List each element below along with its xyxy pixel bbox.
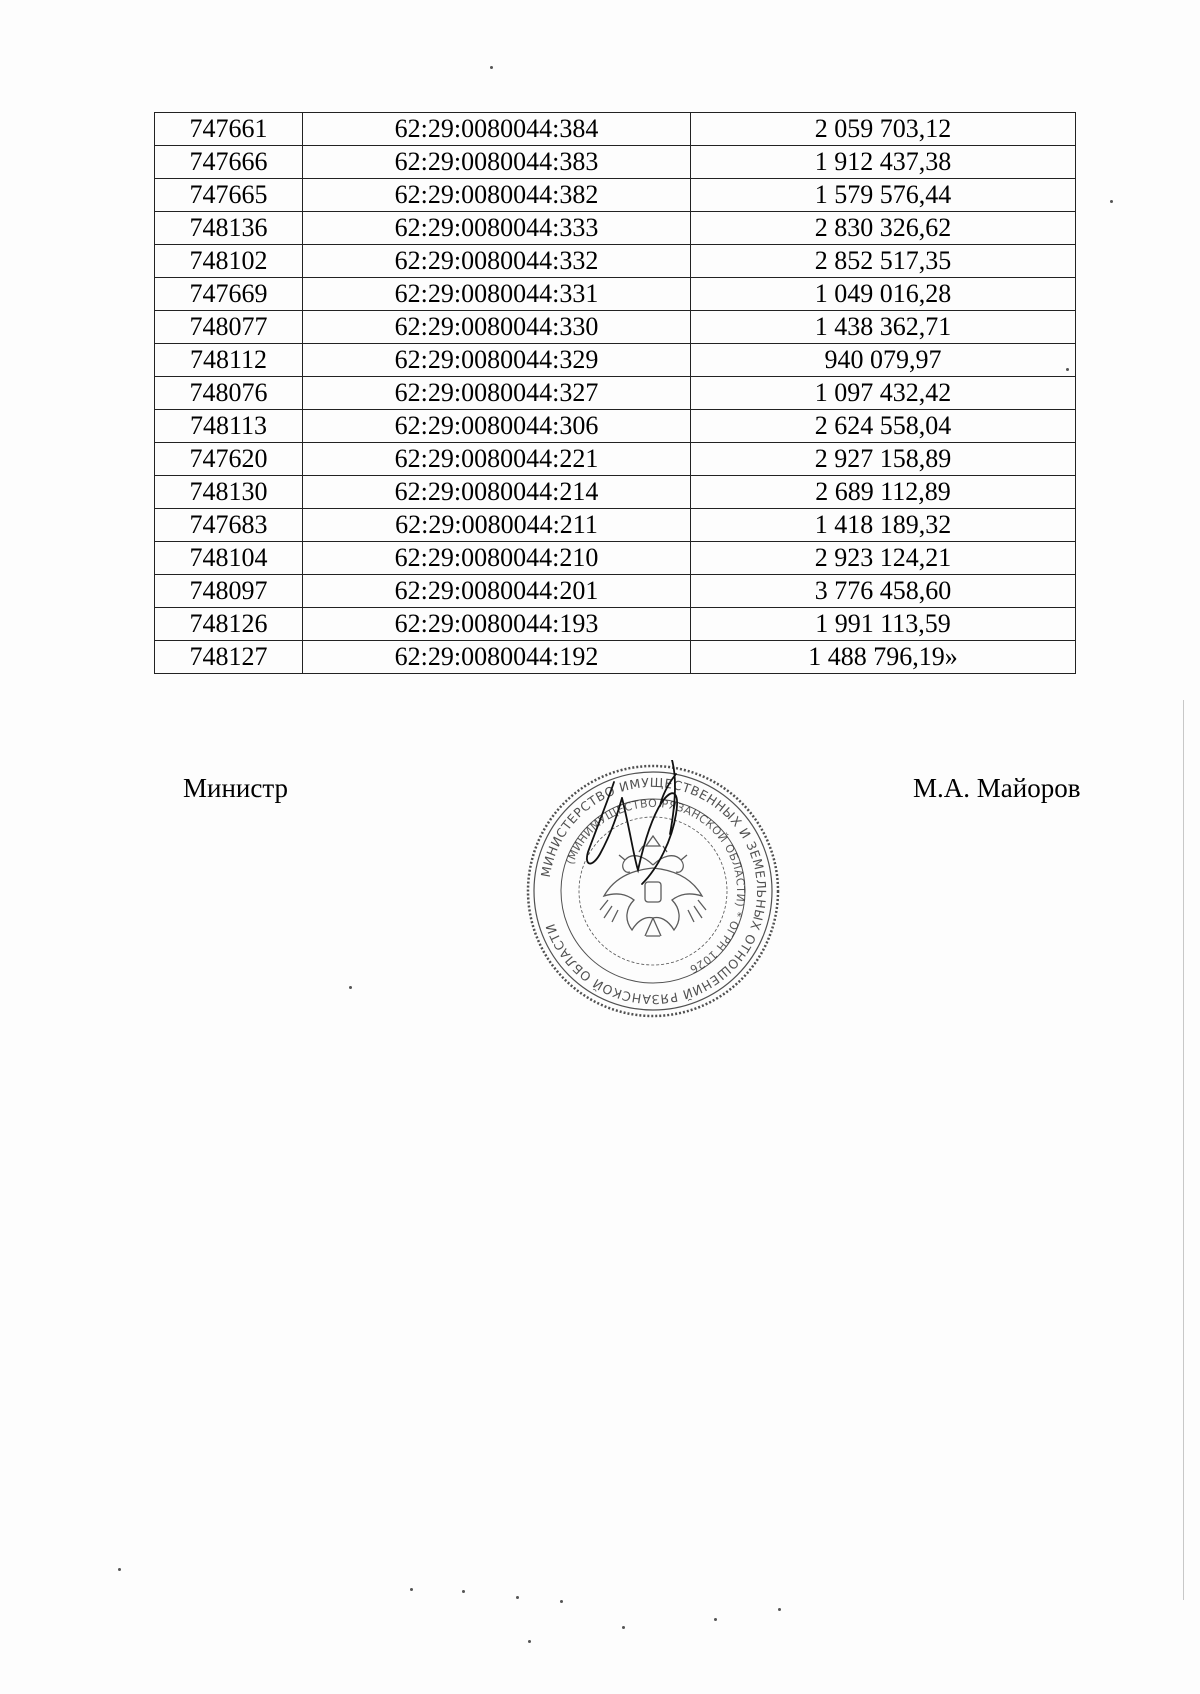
table-row — [155, 641, 1076, 674]
row-number-cell: 748113 — [155, 410, 303, 443]
seal-inner-text: (МИНИМУЩЕСТВО РЯЗАНСКОЙ ОБЛАСТИ) * ОГРН 1026 — [563, 796, 748, 976]
cadastral-value-cell: 1 097 432,42 — [691, 377, 1076, 410]
cadastral-value-cell: 2 830 326,62 — [691, 212, 1076, 245]
table-row — [155, 443, 1076, 476]
row-number-cell: 747665 — [155, 179, 303, 212]
cadastral-number-cell: 62:29:0080044:210 — [303, 542, 691, 575]
cadastral-number-cell: 62:29:0080044:327 — [303, 377, 691, 410]
cadastral-number-cell: 62:29:0080044:214 — [303, 476, 691, 509]
cadastral-value-cell: 1 049 016,28 — [691, 278, 1076, 311]
row-number-cell: 748076 — [155, 377, 303, 410]
row-number-cell: 747669 — [155, 278, 303, 311]
scan-speck — [516, 1596, 519, 1599]
scan-speck — [1110, 200, 1113, 203]
scan-speck — [410, 1588, 413, 1591]
cadastral-value-cell: 1 438 362,71 — [691, 311, 1076, 344]
row-number-cell: 747661 — [155, 113, 303, 146]
row-number-cell: 747666 — [155, 146, 303, 179]
scan-speck — [528, 1640, 531, 1643]
table-row — [155, 509, 1076, 542]
cadastral-number-cell: 62:29:0080044:193 — [303, 608, 691, 641]
row-number-cell: 748136 — [155, 212, 303, 245]
table-row — [155, 608, 1076, 641]
signatory-title: Министр — [183, 773, 288, 803]
row-number-cell: 748104 — [155, 542, 303, 575]
table-row — [155, 179, 1076, 212]
cadastral-value-cell: 2 059 703,12 — [691, 113, 1076, 146]
cadastral-value-cell: 2 689 112,89 — [691, 476, 1076, 509]
scan-speck — [622, 1626, 625, 1629]
cadastral-number-cell: 62:29:0080044:329 — [303, 344, 691, 377]
scan-speck — [349, 986, 352, 989]
table-row — [155, 146, 1076, 179]
row-number-cell: 748126 — [155, 608, 303, 641]
scan-speck — [560, 1600, 563, 1603]
cadastral-value-cell: 2 923 124,21 — [691, 542, 1076, 575]
cadastral-number-cell: 62:29:0080044:201 — [303, 575, 691, 608]
scan-speck — [462, 1590, 465, 1593]
cadastral-number-cell: 62:29:0080044:211 — [303, 509, 691, 542]
cadastral-value-cell: 940 079,97 — [691, 344, 1076, 377]
cadastral-number-cell: 62:29:0080044:331 — [303, 278, 691, 311]
cadastral-number-cell: 62:29:0080044:382 — [303, 179, 691, 212]
table-row — [155, 377, 1076, 410]
scan-speck — [778, 1608, 781, 1611]
seal-outer-text: МИНИСТЕРСТВО ИМУЩЕСТВЕННЫХ И ЗЕМЕЛЬНЫХ ОТНОШЕНИЙ РЯЗАНСКОЙ ОБЛАСТИ — [537, 774, 770, 1008]
table-body — [155, 113, 1076, 674]
official-seal — [522, 760, 784, 1022]
cadastral-number-cell: 62:29:0080044:384 — [303, 113, 691, 146]
row-number-cell: 747620 — [155, 443, 303, 476]
scan-speck — [1066, 368, 1069, 371]
cadastral-value-cell: 3 776 458,60 — [691, 575, 1076, 608]
scan-speck — [714, 1618, 717, 1621]
cadastral-value-cell: 2 624 558,04 — [691, 410, 1076, 443]
cadastral-number-cell: 62:29:0080044:333 — [303, 212, 691, 245]
table-row — [155, 278, 1076, 311]
row-number-cell: 748077 — [155, 311, 303, 344]
table-row — [155, 212, 1076, 245]
cadastral-value-cell: 2 927 158,89 — [691, 443, 1076, 476]
row-number-cell: 748130 — [155, 476, 303, 509]
cadastral-value-cell: 1 488 796,19» — [691, 641, 1076, 674]
table-row — [155, 311, 1076, 344]
row-number-cell: 748127 — [155, 641, 303, 674]
cadastral-number-cell: 62:29:0080044:332 — [303, 245, 691, 278]
cadastral-number-cell: 62:29:0080044:192 — [303, 641, 691, 674]
row-number-cell: 748097 — [155, 575, 303, 608]
cadastral-number-cell: 62:29:0080044:306 — [303, 410, 691, 443]
row-number-cell: 747683 — [155, 509, 303, 542]
scan-speck — [490, 66, 493, 69]
cadastral-value-cell: 1 912 437,38 — [691, 146, 1076, 179]
table-row — [155, 476, 1076, 509]
cadastral-value-cell: 1 579 576,44 — [691, 179, 1076, 212]
table-row — [155, 575, 1076, 608]
cadastral-number-cell: 62:29:0080044:383 — [303, 146, 691, 179]
cadastral-value-cell: 2 852 517,35 — [691, 245, 1076, 278]
table-row — [155, 245, 1076, 278]
cadastral-number-cell: 62:29:0080044:221 — [303, 443, 691, 476]
signatory-name: М.А. Майоров — [913, 773, 1081, 803]
double-headed-eagle-icon — [600, 836, 706, 936]
table-row — [155, 542, 1076, 575]
page-edge-shadow — [1183, 700, 1184, 1600]
cadastral-number-cell: 62:29:0080044:330 — [303, 311, 691, 344]
cadastral-value-table — [154, 112, 1076, 674]
table-row — [155, 410, 1076, 443]
table-row — [155, 113, 1076, 146]
cadastral-value-cell: 1 418 189,32 — [691, 509, 1076, 542]
row-number-cell: 748112 — [155, 344, 303, 377]
row-number-cell: 748102 — [155, 245, 303, 278]
table-row — [155, 344, 1076, 377]
cadastral-value-cell: 1 991 113,59 — [691, 608, 1076, 641]
scan-speck — [118, 1568, 121, 1571]
